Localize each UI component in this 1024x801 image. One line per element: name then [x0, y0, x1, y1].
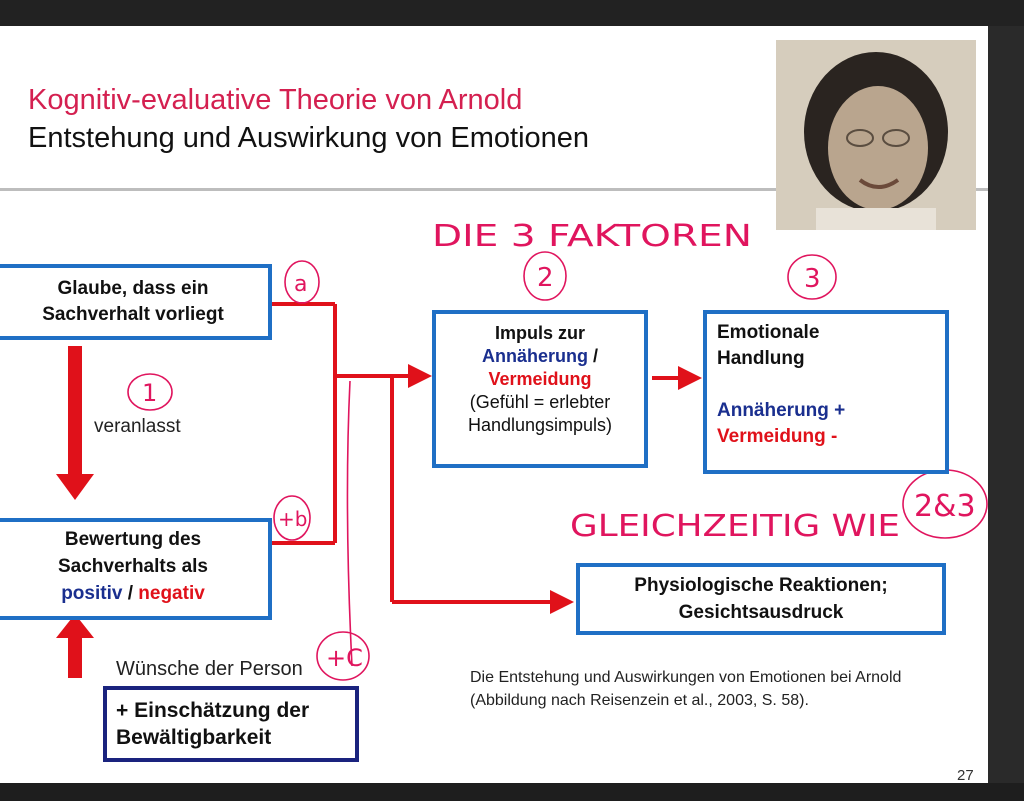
label-wuensche-der-person: Wünsche der Person — [116, 658, 303, 680]
emot-vermeidung-row — [717, 424, 945, 450]
slide-title-red: Kognitiv-evaluative Theorie von Arnold — [28, 84, 523, 116]
box-physiologische-reaktionen — [576, 563, 946, 635]
bewertung-negativ: negativ — [138, 583, 205, 604]
figure-caption — [470, 666, 901, 712]
box-bewertung-line3 — [0, 580, 268, 607]
slide-subtitle: Entstehung und Auswirkung von Emotionen — [28, 122, 590, 154]
bewertung-positiv: positiv — [61, 583, 123, 604]
handwriting-circle-2: 2 — [537, 263, 554, 293]
box-einschaetzung-line1: + Einschätzung der — [116, 699, 310, 722]
emot-annaeherung-row — [717, 398, 945, 424]
box-einschaetzung-line2: Bewältigbarkeit — [116, 726, 272, 749]
handwriting-die-3-faktoren: DIE 3 FAKTOREN — [432, 219, 752, 254]
box-emot-line2: Handlung — [717, 348, 805, 369]
impuls-annaeherung: Annäherung — [481, 346, 588, 366]
handwriting-gleichzeitig: GLEICHZEITIG WIE — [570, 509, 900, 544]
box-bewertung-line1: Bewertung des — [64, 529, 202, 550]
caption-line2: (Abbildung nach Reisenzein et al., 2003, S. 58). — [470, 692, 809, 709]
box-impuls-line1: Impuls zur — [494, 323, 585, 343]
handwriting-circle-plus-b: +b — [278, 507, 308, 531]
impuls-vermeidung: Vermeidung — [488, 369, 592, 389]
box-impuls-line5: Handlungsimpuls) — [467, 415, 613, 435]
label-veranlasst: veranlasst — [94, 416, 181, 437]
handwriting-circle-a: a — [294, 272, 308, 297]
box-glaube-sachverhalt — [0, 264, 272, 340]
box-phys-line1: Physiologische Reaktionen; — [634, 575, 888, 596]
box-impuls-line2 — [436, 345, 644, 368]
box-emot-spacer — [717, 372, 945, 398]
box-phys-line2: Gesichtsausdruck — [678, 602, 844, 623]
box-bewertung — [0, 518, 272, 620]
bottom-bar — [0, 783, 1024, 801]
handwriting-circle-2-3: 2&3 — [914, 489, 976, 524]
handwriting-circle-1: 1 — [142, 379, 158, 407]
emot-minus: - — [825, 426, 838, 447]
box-impuls — [432, 310, 648, 468]
emot-annaeherung: Annäherung — [717, 400, 829, 421]
box-emotionale-handlung — [703, 310, 949, 474]
slide — [0, 26, 988, 783]
emot-plus: + — [828, 400, 846, 421]
box-glaube-line1: Glaube, dass ein — [57, 278, 209, 299]
handwriting-circle-3: 3 — [804, 264, 821, 294]
caption-line1: Die Entstehung und Auswirkungen von Emotionen bei Arnold — [470, 669, 902, 686]
box-impuls-line4: (Gefühl = erlebter — [469, 392, 611, 412]
handwriting-circle-plus-c: +C — [326, 644, 363, 672]
bewertung-separator: / — [122, 583, 139, 604]
impuls-slash: / — [587, 346, 598, 366]
emot-vermeidung: Vermeidung — [717, 426, 826, 447]
box-glaube-line2: Sachverhalt vorliegt — [42, 304, 224, 325]
top-bar — [0, 0, 1024, 26]
page-number: 27 — [957, 767, 974, 783]
box-bewertung-line2: Sachverhalts als — [58, 556, 208, 577]
box-einschaetzung — [103, 686, 359, 762]
right-sidebar — [988, 26, 1024, 783]
box-emot-line1: Emotionale — [717, 322, 820, 343]
